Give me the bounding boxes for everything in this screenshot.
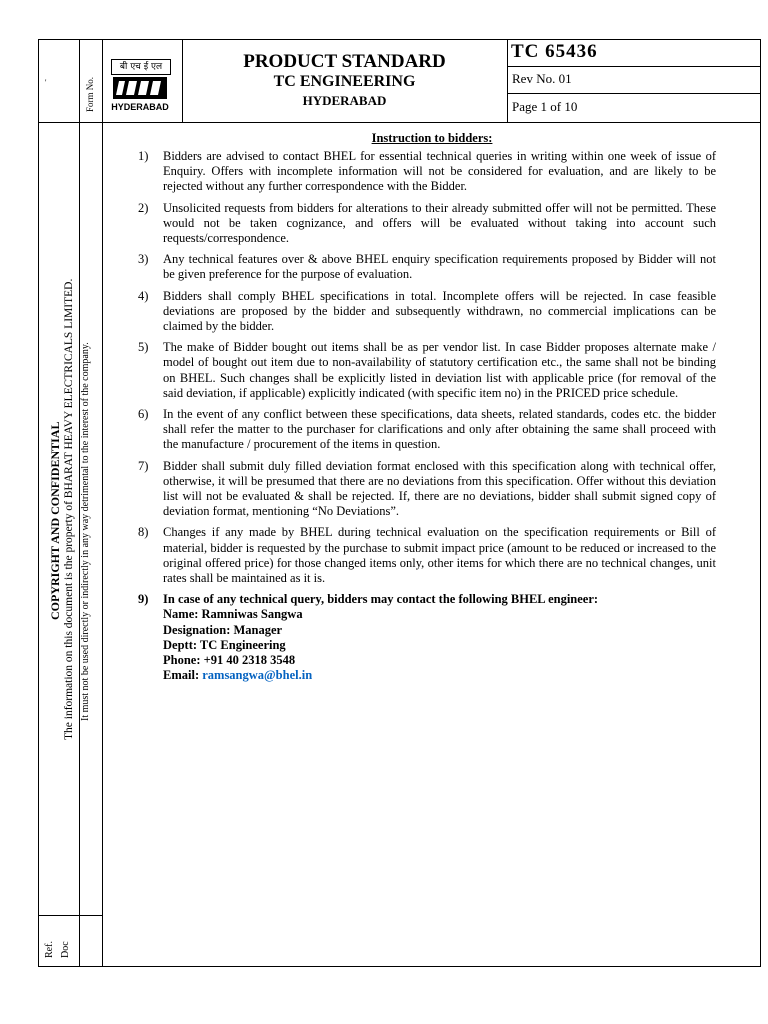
contact-department: Deptt: TC Engineering <box>163 637 286 652</box>
doc-label: Doc <box>60 941 71 958</box>
page-number: Page 1 of 10 <box>512 99 578 114</box>
page-location: HYDERABAD <box>302 93 387 108</box>
bhel-logo <box>107 59 173 112</box>
form-no-label: Form No. <box>85 76 95 112</box>
section-title: Instruction to bidders: <box>371 131 493 145</box>
contact-name: Name: Ramniwas Sangwa <box>163 607 303 622</box>
list-item: 6) In the event of any conflict between these specifications, data sheets, related standards, codes etc. the bidder shall refer the matter to the purchaser for clarifications and only after obtaining the same shall proceed with the manufacture / procurement of the items in question. <box>138 407 716 452</box>
list-item: 8) Changes if any made by BHEL during technical evaluation on the specification requirements or Bill of material, bidder is requested by the purchase to submit impact price (amount to be reduced or increased to the original offered price) for those changed items only, other items for which there are no technical changes, unit rates shall be maintained as it is. <box>138 525 716 586</box>
page-subtitle: TC ENGINEERING <box>273 73 416 90</box>
logo-hyderabad-text: HYDERABAD <box>111 102 169 112</box>
list-item: 2) Unsolicited requests from bidders for alterations to their already submitted offer will not be permitted. These would not be taken cognizance, and offers will be evaluated without taking into account such requests/correspondence. <box>138 200 716 246</box>
page-title: PRODUCT STANDARD <box>243 51 446 72</box>
margin-rule-2 <box>102 39 103 967</box>
list-item: 4) Bidders shall comply BHEL specifications in total. Incomplete offers will be rejected. In case feasible deviations are proposed by the bidder and subsequently withdrawn, no commercial implications can be claimed by the bidder. <box>138 288 716 334</box>
bhel-emblem-icon <box>107 75 173 101</box>
contact-phone: Phone: +91 40 2318 3548 <box>163 653 296 668</box>
contact-designation: Designation: Manager <box>163 622 283 637</box>
instruction-list <box>134 149 716 690</box>
logo-hindi-text: बी एच ई एल <box>111 59 171 75</box>
copyright-line-2: It must not be used directly or indirectly in any way detrimental to the interest of the company. <box>80 342 91 721</box>
doc-rule-2 <box>507 93 761 94</box>
email-link[interactable]: ramsangwa@bhel.in <box>202 668 313 683</box>
contact-item: 9) In case of any technical query, bidders may contact the following BHEL engineer: Name: Ramniwas Sangwa Designation: Manager Deptt: TC Engineering Phone: +91 40 2318 3548 Email: ramsangwa@bhel.in <box>134 592 716 683</box>
doc-number: TC 65436 <box>511 41 598 62</box>
ref-label: Ref. <box>44 941 55 958</box>
doc-box-rule <box>507 39 508 123</box>
header-bottom-rule <box>38 122 761 123</box>
email-label: Email: <box>163 668 203 683</box>
copyright-line-1: The information on this document is the property of BHARAT HEAVY ELECTRICALS LIMITED. <box>63 278 75 740</box>
contact-email-row <box>163 668 716 683</box>
copyright-heading: COPYRIGHT AND CONFIDENTIAL <box>48 421 62 620</box>
contact-intro: In case of any technical query, bidders may contact the following BHEL engineer: <box>163 592 599 607</box>
list-item: 7) Bidder shall submit duly filled deviation format enclosed with this specification along with technical offer, otherwise, it will be presumed that there are no deviations from this specification. Offer without this deviation list will not be evaluated & shall be rejected. If, there are no deviations, bidder shall submit signed copy of deviation format, mentioning “No Deviations”. <box>138 458 716 519</box>
corner-mark: ' <box>45 78 47 87</box>
ref-rule <box>38 915 103 916</box>
doc-rule-1 <box>507 66 761 67</box>
list-item: 1) Bidders are advised to contact BHEL for essential technical queries in writing within one week of issue of Enquiry. Offers with incomplete information will not be considered for evaluation, and are likely to be rejected without any further correspondence with the Bidder. <box>138 149 716 194</box>
list-item: 5) The make of Bidder bought out items shall be as per vendor list. In case Bidder proposes alternate make / model of bought out item due to non-availability of statutory certification etc., the same shall not be binding on BHEL. Such changes shall be explicitly listed in deviation list with applicable price (for removal of the said deviation, if applicable) explicitly indicated (with specific item no) in the PRICED price schedule. <box>138 340 716 400</box>
list-item: 3) Any technical features over & above BHEL enquiry specification requirements proposed by Bidder will not be given preference for the purpose of evaluation. <box>138 252 716 282</box>
revision-number: Rev No. 01 <box>512 71 572 86</box>
